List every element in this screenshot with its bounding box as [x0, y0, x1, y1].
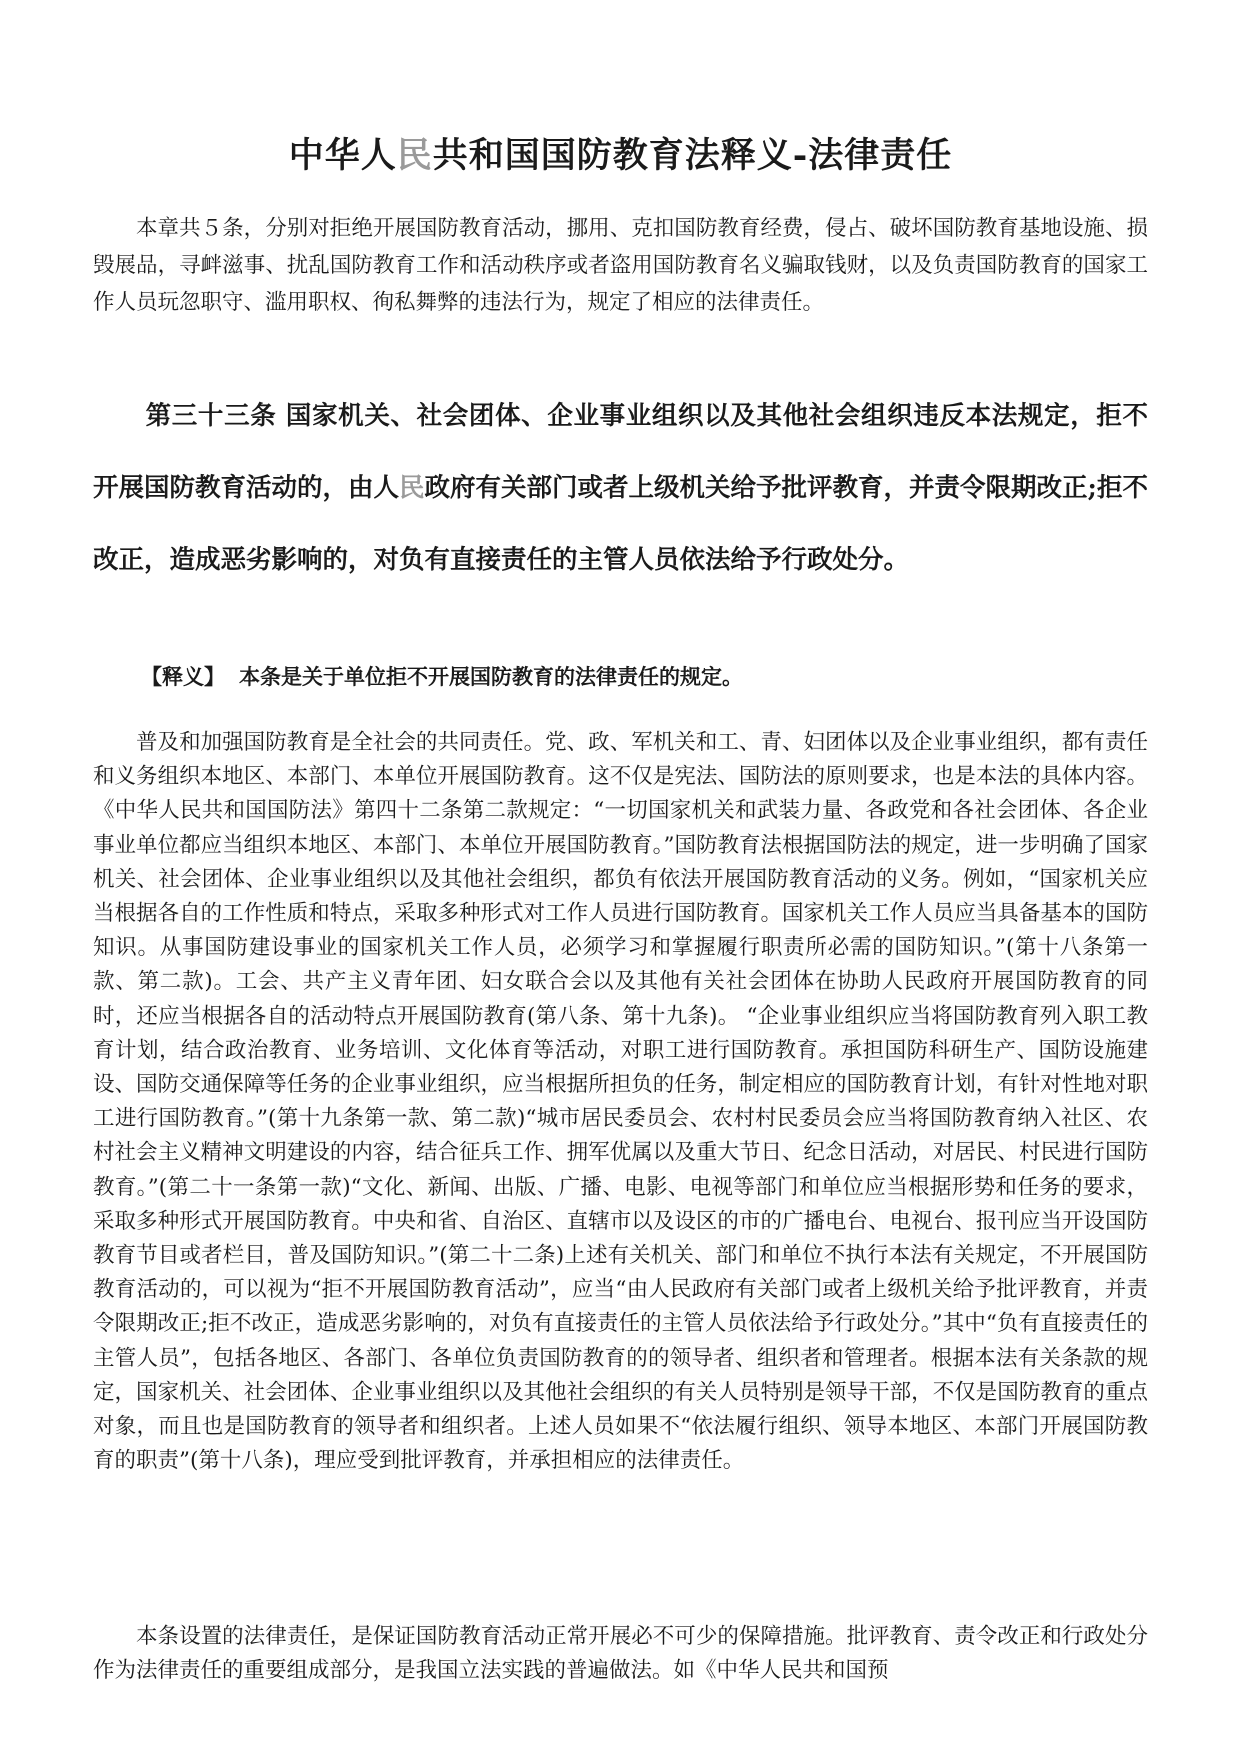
chapter-intro-paragraph: 本章共５条，分别对拒绝开展国防教育活动，挪用、克扣国防教育经费，侵占、破坏国防教育基地设施、损毁展品，寻衅滋事、扰乱国防教育工作和活动秩序或者盗用国防教育名义骗取钱财，以及负责国防教育的国家工作人员玩忽职守、滥用职权、徇私舞弊的违法行为，规定了相应的法律责任。: [93, 216, 1148, 315]
article-faint-char: 民: [399, 473, 425, 503]
title-text-end: 共和国国防教育法释义-法律责任: [432, 135, 953, 176]
article-33-text: [93, 380, 1148, 596]
article-text-start: 第三十三条 国家机关、社会团体、企业事业组织以及其他社会组织违反本法规定，拒不开展国防教育活动的，由人: [93, 401, 1148, 503]
explanation-paragraph-2: 本条设置的法律责任，是保证国防教育活动正常开展必不可少的保障措施。批评教育、责令改正和行政处分作为法律责任的重要组成部分，是我国立法实践的普遍做法。如《中华人民共和国预: [93, 1624, 1148, 1684]
explanation-tag: 【释义】: [141, 664, 225, 689]
explanation-heading: [141, 662, 1141, 692]
title-text-start: 中华人: [288, 135, 397, 176]
article-text-end: 政府有关部门或者上级机关给予批评教育，并责令限期改正;拒不改正，造成恶劣影响的，对负有直接责任的主管人员依法给予行政处分。: [93, 473, 1148, 575]
title-faint-char: 民: [396, 135, 433, 176]
explanation-paragraph-1: 普及和加强国防教育是全社会的共同责任。党、政、军机关和工、青、妇团体以及企业事业组织，都有责任和义务组织本地区、本部门、本单位开展国防教育。这不仅是宪法、国防法的原则要求，也是本法的具体内容。《中华人民共和国国防法》第四十二条第二款规定：“一切国家机关和武装力量、各政党和各社会团体、各企业事业单位都应当组织本地区、本部门、本单位开展国防教育。”国防教育法根据国防法的规定，进一步明确了国家机关、社会团体、企业事业组织以及其他社会组织，都负有依法开展国防教育活动的义务。例如，“国家机关应当根据各自的工作性质和特点，采取多种形式对工作人员进行国防教育。国家机关工作人员应当具备基本的国防知识。从事国防建设事业的国家机关工作人员，必须学习和掌握履行职责所必需的国防知识。”(第十八条第一款、第二款)。工会、共产主义青年团、妇女联合会以及其他有关社会团体在协助人民政府开展国防教育的同时，还应当根据各自的活动特点开展国防教育(第八条、第十九条)。 “企业事业组织应当将国防教育列入职工教育计划，结合政治教育、业务培训、文化体育等活动，对职工进行国防教育。承担国防科研生产、国防设施建设、国防交通保障等任务的企业事业组织，应当根据所担负的任务，制定相应的国防教育计划，有针对性地对职工进行国防教育。”(第十九条第一款、第二款)“城市居民委员会、农村村民委员会应当将国防教育纳入社区、农村社会主义精神文明建设的内容，结合征兵工作、拥军优属以及重大节日、纪念日活动，对居民、村民进行国防教育。”(第二十一条第一款)“文化、新闻、出版、广播、电影、电视等部门和单位应当根据形势和任务的要求，采取多种形式开展国防教育。中央和省、自治区、直辖市以及设区的市的广播电台、电视台、报刊应当开设国防教育节目或者栏目，普及国防知识。”(第二十二条)上述有关机关、部门和单位不执行本法有关规定，不开展国防教育活动的，可以视为“拒不开展国防教育活动”，应当“由人民政府有关部门或者上级机关给予批评教育，并责令限期改正;拒不改正，造成恶劣影响的，对负有直接责任的主管人员依法给予行政处分。”其中“负有直接责任的主管人员”，包括各地区、各部门、各单位负责国防教育的的领导者、组织者和管理者。根据本法有关条款的规定，国家机关、社会团体、企业事业组织以及其他社会组织的有关人员特别是领导干部，不仅是国防教育的重点对象，而且也是国防教育的领导者和组织者。上述人员如果不“依法履行组织、领导本地区、本部门开展国防教育的职责”(第十八条)，理应受到批评教育，并承担相应的法律责任。: [93, 730, 1148, 1474]
explanation-title: 本条是关于单位拒不开展国防教育的法律责任的规定。: [239, 664, 743, 689]
page-title: [0, 128, 1241, 178]
